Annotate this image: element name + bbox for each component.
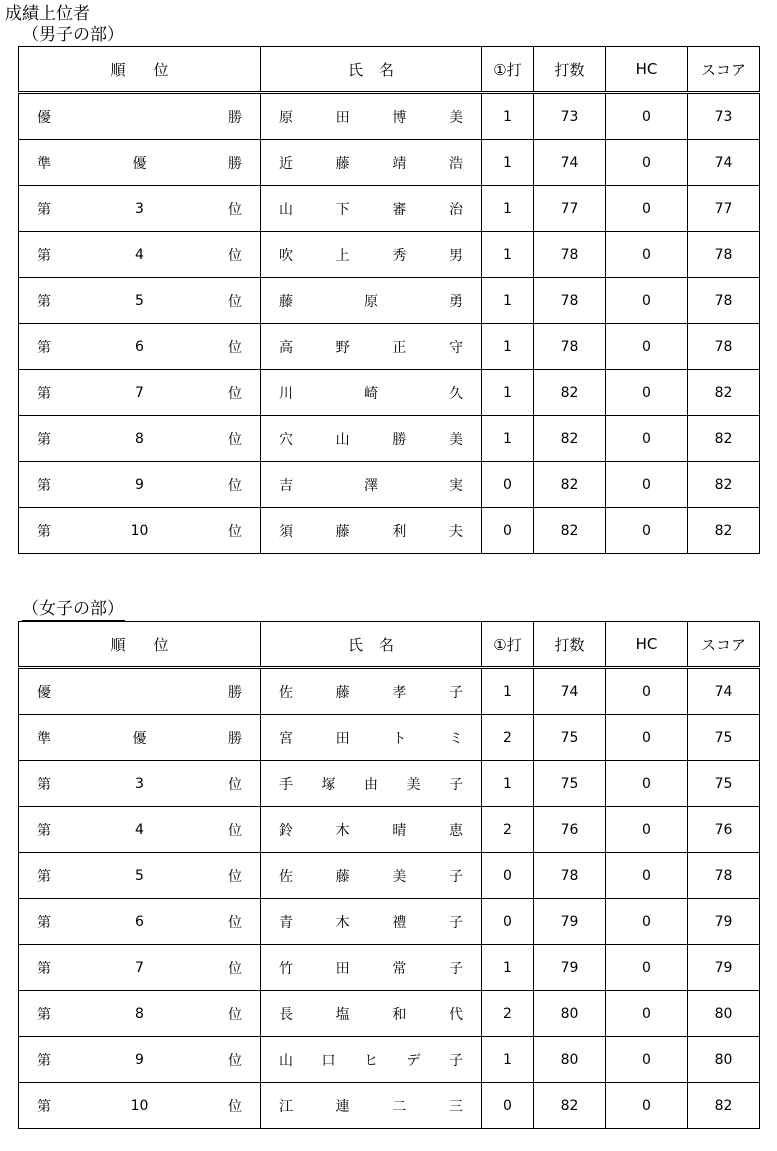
name-cell-part: 近 — [279, 155, 293, 172]
score-cell: 78 — [688, 278, 760, 324]
rank-cell-part: 第 — [37, 1098, 51, 1115]
name-cell-part: 川 — [279, 385, 293, 402]
rank-cell-part: 第 — [37, 960, 51, 977]
strokes-cell: 75 — [534, 761, 606, 807]
name-cell-part: 吹 — [279, 247, 293, 264]
name-cell-part: 和 — [392, 1006, 407, 1023]
table-row — [19, 93, 760, 140]
table-row — [19, 715, 760, 761]
score-cell: 82 — [688, 416, 760, 462]
first-stroke-cell: 1 — [482, 93, 534, 140]
rank-cell-part: 第 — [37, 477, 51, 494]
rank-cell-part: 3 — [135, 775, 144, 792]
rank-cell — [19, 508, 261, 554]
name-cell-part: 吉 — [279, 477, 293, 494]
rank-cell-part: 8 — [135, 430, 144, 447]
name-cell — [261, 324, 482, 370]
score-cell: 80 — [688, 991, 760, 1037]
name-cell-part: 美 — [406, 776, 421, 793]
men-section-title: （男子の部） — [22, 25, 124, 45]
name-cell-part: 鈴 — [279, 822, 293, 839]
table-header-row — [19, 622, 760, 668]
name-cell-part: 子 — [448, 868, 463, 885]
name-cell — [261, 991, 482, 1037]
first-stroke-cell: 2 — [482, 991, 534, 1037]
name-cell-part: 美 — [392, 868, 407, 885]
strokes-cell: 80 — [534, 1037, 606, 1083]
name-cell-part: 塚 — [321, 776, 336, 793]
name-cell — [261, 278, 482, 324]
rank-cell — [19, 416, 261, 462]
name-cell-part: 原 — [279, 109, 293, 126]
rank-cell-part: 位 — [227, 431, 242, 448]
hc-cell: 0 — [606, 93, 688, 140]
name-cell — [261, 945, 482, 991]
name-cell-part: 靖 — [392, 155, 407, 172]
first-stroke-cell: 1 — [482, 945, 534, 991]
hc-cell: 0 — [606, 186, 688, 232]
first-stroke-cell: 1 — [482, 416, 534, 462]
table-row — [19, 761, 760, 807]
hc-cell: 0 — [606, 1037, 688, 1083]
rank-cell — [19, 93, 261, 140]
first-stroke-cell: 0 — [482, 853, 534, 899]
women-results-table — [18, 621, 760, 1129]
score-cell: 80 — [688, 1037, 760, 1083]
name-cell-part: 実 — [449, 477, 463, 494]
header-strokes: 打数 — [534, 622, 606, 668]
strokes-cell: 79 — [534, 945, 606, 991]
rank-cell-part: 位 — [227, 339, 242, 356]
rank-cell-part: 位 — [227, 201, 242, 218]
name-cell-part: 代 — [448, 1006, 463, 1023]
table-row — [19, 324, 760, 370]
name-cell-part: 常 — [392, 960, 407, 977]
hc-cell: 0 — [606, 462, 688, 508]
strokes-cell: 82 — [534, 462, 606, 508]
hc-cell: 0 — [606, 899, 688, 945]
table-row — [19, 186, 760, 232]
rank-cell — [19, 462, 261, 508]
name-cell-part: 勇 — [449, 293, 463, 310]
rank-cell-part: 準 — [37, 155, 51, 172]
name-cell-part: 木 — [335, 914, 350, 931]
name-cell-part: 由 — [364, 776, 378, 793]
name-cell-part: 竹 — [279, 960, 293, 977]
name-cell — [261, 462, 482, 508]
name-cell-part: 藤 — [335, 523, 350, 540]
name-cell-part: 野 — [335, 339, 350, 356]
rank-cell-part: 第 — [37, 293, 51, 310]
first-stroke-cell: 2 — [482, 807, 534, 853]
first-stroke-cell: 1 — [482, 232, 534, 278]
page-title: 成績上位者 — [5, 4, 90, 24]
strokes-cell: 77 — [534, 186, 606, 232]
table-row — [19, 1037, 760, 1083]
hc-cell: 0 — [606, 807, 688, 853]
strokes-cell: 78 — [534, 278, 606, 324]
rank-cell-part: 第 — [37, 914, 51, 931]
strokes-cell: 78 — [534, 232, 606, 278]
rank-cell-part: 位 — [227, 914, 242, 931]
name-cell — [261, 761, 482, 807]
name-cell-part: 美 — [448, 431, 463, 448]
header-name: 氏 名 — [261, 47, 482, 93]
name-cell-part: 佐 — [279, 684, 293, 701]
strokes-cell: 73 — [534, 93, 606, 140]
hc-cell: 0 — [606, 668, 688, 715]
hc-cell: 0 — [606, 508, 688, 554]
table-row — [19, 508, 760, 554]
table-row — [19, 991, 760, 1037]
name-cell-part: 守 — [448, 339, 463, 356]
rank-cell-part: 3 — [135, 200, 144, 217]
rank-cell-part: 10 — [130, 522, 149, 539]
header-score: スコア — [688, 622, 760, 668]
name-cell-part: 原 — [364, 293, 378, 310]
score-cell: 75 — [688, 715, 760, 761]
name-cell-part: 子 — [448, 914, 463, 931]
name-cell-part: 田 — [335, 109, 350, 126]
hc-cell: 0 — [606, 370, 688, 416]
name-cell-part: 晴 — [392, 822, 407, 839]
name-cell-part: 禮 — [392, 914, 407, 931]
name-cell — [261, 416, 482, 462]
rank-cell-part: 第 — [37, 201, 51, 218]
name-cell-part: ミ — [448, 730, 463, 747]
name-cell-part: 青 — [279, 914, 293, 931]
name-cell-part: 田 — [335, 960, 350, 977]
header-rank: 順 位 — [19, 622, 261, 668]
score-cell: 74 — [688, 140, 760, 186]
score-cell: 78 — [688, 324, 760, 370]
rank-cell-part: 準 — [37, 730, 51, 747]
name-cell-part: 下 — [335, 201, 350, 218]
hc-cell: 0 — [606, 1083, 688, 1129]
rank-cell-part: 6 — [135, 913, 144, 930]
rank-cell-part: 位 — [227, 477, 242, 494]
rank-cell-part: 第 — [37, 523, 51, 540]
rank-cell — [19, 807, 261, 853]
name-cell-part: 美 — [448, 109, 463, 126]
name-cell-part: ト — [392, 730, 407, 747]
rank-cell-part: 第 — [37, 822, 51, 839]
hc-cell: 0 — [606, 761, 688, 807]
table-row — [19, 807, 760, 853]
rank-cell-part: 位 — [227, 385, 242, 402]
rank-cell-part: 5 — [135, 867, 144, 884]
rank-cell-part: 9 — [135, 1051, 144, 1068]
header-first-stroke: ①打 — [482, 622, 534, 668]
name-cell — [261, 853, 482, 899]
rank-cell — [19, 278, 261, 324]
name-cell-part: 山 — [279, 201, 293, 218]
first-stroke-cell: 1 — [482, 370, 534, 416]
rank-cell-part: 位 — [227, 868, 242, 885]
hc-cell: 0 — [606, 715, 688, 761]
name-cell-part: 夫 — [448, 523, 463, 540]
score-cell: 76 — [688, 807, 760, 853]
rank-cell-part: 第 — [37, 339, 51, 356]
score-cell: 75 — [688, 761, 760, 807]
rank-cell-part: 位 — [227, 822, 242, 839]
score-cell: 79 — [688, 899, 760, 945]
strokes-cell: 82 — [534, 1083, 606, 1129]
name-cell-part: 須 — [279, 523, 293, 540]
rank-cell — [19, 140, 261, 186]
table-header-row — [19, 47, 760, 93]
rank-cell-part: 優 — [132, 155, 147, 172]
hc-cell: 0 — [606, 232, 688, 278]
rank-cell-part: 位 — [227, 1098, 242, 1115]
score-cell: 82 — [688, 1083, 760, 1129]
name-cell-part: 男 — [448, 247, 463, 264]
first-stroke-cell: 0 — [482, 462, 534, 508]
score-cell: 79 — [688, 945, 760, 991]
name-cell-part: 子 — [448, 960, 463, 977]
rank-cell-part: 位 — [227, 776, 242, 793]
rank-cell — [19, 715, 261, 761]
name-cell — [261, 899, 482, 945]
rank-cell-part: 5 — [135, 292, 144, 309]
name-cell-part: 博 — [392, 109, 407, 126]
name-cell-part: 塩 — [335, 1006, 350, 1023]
hc-cell: 0 — [606, 945, 688, 991]
name-cell — [261, 1037, 482, 1083]
score-cell: 82 — [688, 370, 760, 416]
rank-cell — [19, 853, 261, 899]
men-results-table — [18, 46, 760, 554]
name-cell-part: 山 — [279, 1052, 293, 1069]
rank-cell-part: 位 — [227, 1006, 242, 1023]
name-cell-part: 宮 — [279, 730, 293, 747]
rank-cell-part: 6 — [135, 338, 144, 355]
strokes-cell: 82 — [534, 508, 606, 554]
rank-cell-part: 7 — [135, 959, 144, 976]
first-stroke-cell: 0 — [482, 508, 534, 554]
name-cell-part: 恵 — [448, 822, 463, 839]
table-row — [19, 462, 760, 508]
name-cell-part: 崎 — [364, 385, 378, 402]
header-name: 氏 名 — [261, 622, 482, 668]
name-cell — [261, 807, 482, 853]
name-cell-part: 藤 — [335, 155, 350, 172]
rank-cell-part: 第 — [37, 868, 51, 885]
first-stroke-cell: 0 — [482, 1083, 534, 1129]
hc-cell: 0 — [606, 416, 688, 462]
score-cell: 74 — [688, 668, 760, 715]
first-stroke-cell: 1 — [482, 1037, 534, 1083]
rank-cell-part: 位 — [227, 247, 242, 264]
first-stroke-cell: 1 — [482, 186, 534, 232]
table-row — [19, 232, 760, 278]
score-cell: 78 — [688, 853, 760, 899]
rank-cell-part: 優 — [132, 730, 147, 747]
strokes-cell: 75 — [534, 715, 606, 761]
name-cell-part: 浩 — [448, 155, 463, 172]
hc-cell: 0 — [606, 278, 688, 324]
first-stroke-cell: 0 — [482, 899, 534, 945]
table-row — [19, 899, 760, 945]
score-cell: 78 — [688, 232, 760, 278]
strokes-cell: 76 — [534, 807, 606, 853]
table-row — [19, 853, 760, 899]
name-cell-part: 澤 — [364, 477, 378, 494]
name-cell-part: 長 — [279, 1006, 293, 1023]
first-stroke-cell: 1 — [482, 761, 534, 807]
name-cell-part: 勝 — [392, 431, 407, 448]
header-hc: HC — [606, 47, 688, 93]
name-cell-part: 審 — [392, 201, 407, 218]
rank-cell — [19, 370, 261, 416]
strokes-cell: 80 — [534, 991, 606, 1037]
name-cell-part: 子 — [448, 684, 463, 701]
rank-cell — [19, 324, 261, 370]
first-stroke-cell: 1 — [482, 140, 534, 186]
table-row — [19, 416, 760, 462]
hc-cell: 0 — [606, 991, 688, 1037]
name-cell-part: 利 — [392, 523, 407, 540]
name-cell-part: 高 — [279, 339, 293, 356]
name-cell-part: 治 — [448, 201, 463, 218]
strokes-cell: 74 — [534, 140, 606, 186]
name-cell — [261, 668, 482, 715]
name-cell-part: 二 — [392, 1098, 407, 1115]
name-cell — [261, 93, 482, 140]
rank-cell-part: 第 — [37, 385, 51, 402]
rank-cell — [19, 668, 261, 715]
name-cell-part: デ — [406, 1052, 421, 1069]
name-cell-part: 久 — [449, 385, 463, 402]
rank-cell-part: 7 — [135, 384, 144, 401]
rank-cell-part: 位 — [227, 293, 242, 310]
rank-cell-part: 第 — [37, 431, 51, 448]
table-row — [19, 278, 760, 324]
name-cell — [261, 232, 482, 278]
strokes-cell: 74 — [534, 668, 606, 715]
score-cell: 82 — [688, 508, 760, 554]
name-cell-part: 佐 — [279, 868, 293, 885]
name-cell-part: 上 — [335, 247, 350, 264]
table-row — [19, 668, 760, 715]
rank-cell-part: 第 — [37, 1052, 51, 1069]
name-cell — [261, 715, 482, 761]
name-cell — [261, 140, 482, 186]
header-score: スコア — [688, 47, 760, 93]
name-cell-part: 三 — [448, 1098, 463, 1115]
rank-cell — [19, 232, 261, 278]
hc-cell: 0 — [606, 140, 688, 186]
rank-cell-part: 勝 — [228, 684, 242, 701]
rank-cell-part: 第 — [37, 247, 51, 264]
strokes-cell: 82 — [534, 416, 606, 462]
name-cell — [261, 1083, 482, 1129]
rank-cell-part: 勝 — [228, 109, 242, 126]
table-row — [19, 945, 760, 991]
name-cell-part: 藤 — [279, 293, 293, 310]
rank-cell — [19, 1083, 261, 1129]
strokes-cell: 78 — [534, 324, 606, 370]
score-cell: 77 — [688, 186, 760, 232]
rank-cell-part: 4 — [135, 246, 144, 263]
women-section-title: （女子の部） — [22, 599, 124, 619]
rank-cell-part: 8 — [135, 1005, 144, 1022]
first-stroke-cell: 1 — [482, 668, 534, 715]
rank-cell — [19, 899, 261, 945]
rank-cell-part: 位 — [227, 523, 242, 540]
strokes-cell: 78 — [534, 853, 606, 899]
name-cell-part: 連 — [335, 1098, 350, 1115]
name-cell-part: 子 — [449, 1052, 463, 1069]
name-cell-part: 木 — [335, 822, 350, 839]
rank-cell-part: 勝 — [228, 730, 242, 747]
score-cell: 82 — [688, 462, 760, 508]
name-cell — [261, 508, 482, 554]
name-cell-part: 藤 — [335, 868, 350, 885]
rank-cell-part: 位 — [227, 960, 242, 977]
name-cell-part: 子 — [449, 776, 463, 793]
strokes-cell: 82 — [534, 370, 606, 416]
name-cell-part: 正 — [392, 339, 407, 356]
name-cell-part: 藤 — [335, 684, 350, 701]
hc-cell: 0 — [606, 853, 688, 899]
rank-cell-part: 位 — [227, 1052, 242, 1069]
name-cell-part: 山 — [335, 431, 350, 448]
rank-cell — [19, 945, 261, 991]
name-cell-part: 江 — [279, 1098, 293, 1115]
rank-cell-part: 勝 — [228, 155, 242, 172]
rank-cell — [19, 1037, 261, 1083]
header-first-stroke: ①打 — [482, 47, 534, 93]
name-cell-part: 手 — [279, 776, 293, 793]
table-row — [19, 370, 760, 416]
rank-cell — [19, 991, 261, 1037]
name-cell-part: 口 — [321, 1052, 336, 1069]
first-stroke-cell: 1 — [482, 324, 534, 370]
name-cell-part: 孝 — [392, 684, 407, 701]
first-stroke-cell: 1 — [482, 278, 534, 324]
hc-cell: 0 — [606, 324, 688, 370]
rank-cell-part: 優 — [37, 684, 51, 701]
name-cell-part: 田 — [335, 730, 350, 747]
table-row — [19, 1083, 760, 1129]
rank-cell-part: 第 — [37, 1006, 51, 1023]
header-rank: 順 位 — [19, 47, 261, 93]
rank-cell-part: 10 — [130, 1097, 149, 1114]
header-hc: HC — [606, 622, 688, 668]
rank-cell-part: 4 — [135, 821, 144, 838]
name-cell-part: 秀 — [392, 247, 407, 264]
rank-cell — [19, 761, 261, 807]
header-strokes: 打数 — [534, 47, 606, 93]
rank-cell-part: 第 — [37, 776, 51, 793]
name-cell-part: 穴 — [279, 431, 293, 448]
first-stroke-cell: 2 — [482, 715, 534, 761]
table-row — [19, 140, 760, 186]
rank-cell — [19, 186, 261, 232]
rank-cell-part: 優 — [37, 109, 51, 126]
name-cell — [261, 186, 482, 232]
strokes-cell: 79 — [534, 899, 606, 945]
name-cell — [261, 370, 482, 416]
rank-cell-part: 9 — [135, 476, 144, 493]
score-cell: 73 — [688, 93, 760, 140]
name-cell-part: ヒ — [364, 1052, 378, 1069]
